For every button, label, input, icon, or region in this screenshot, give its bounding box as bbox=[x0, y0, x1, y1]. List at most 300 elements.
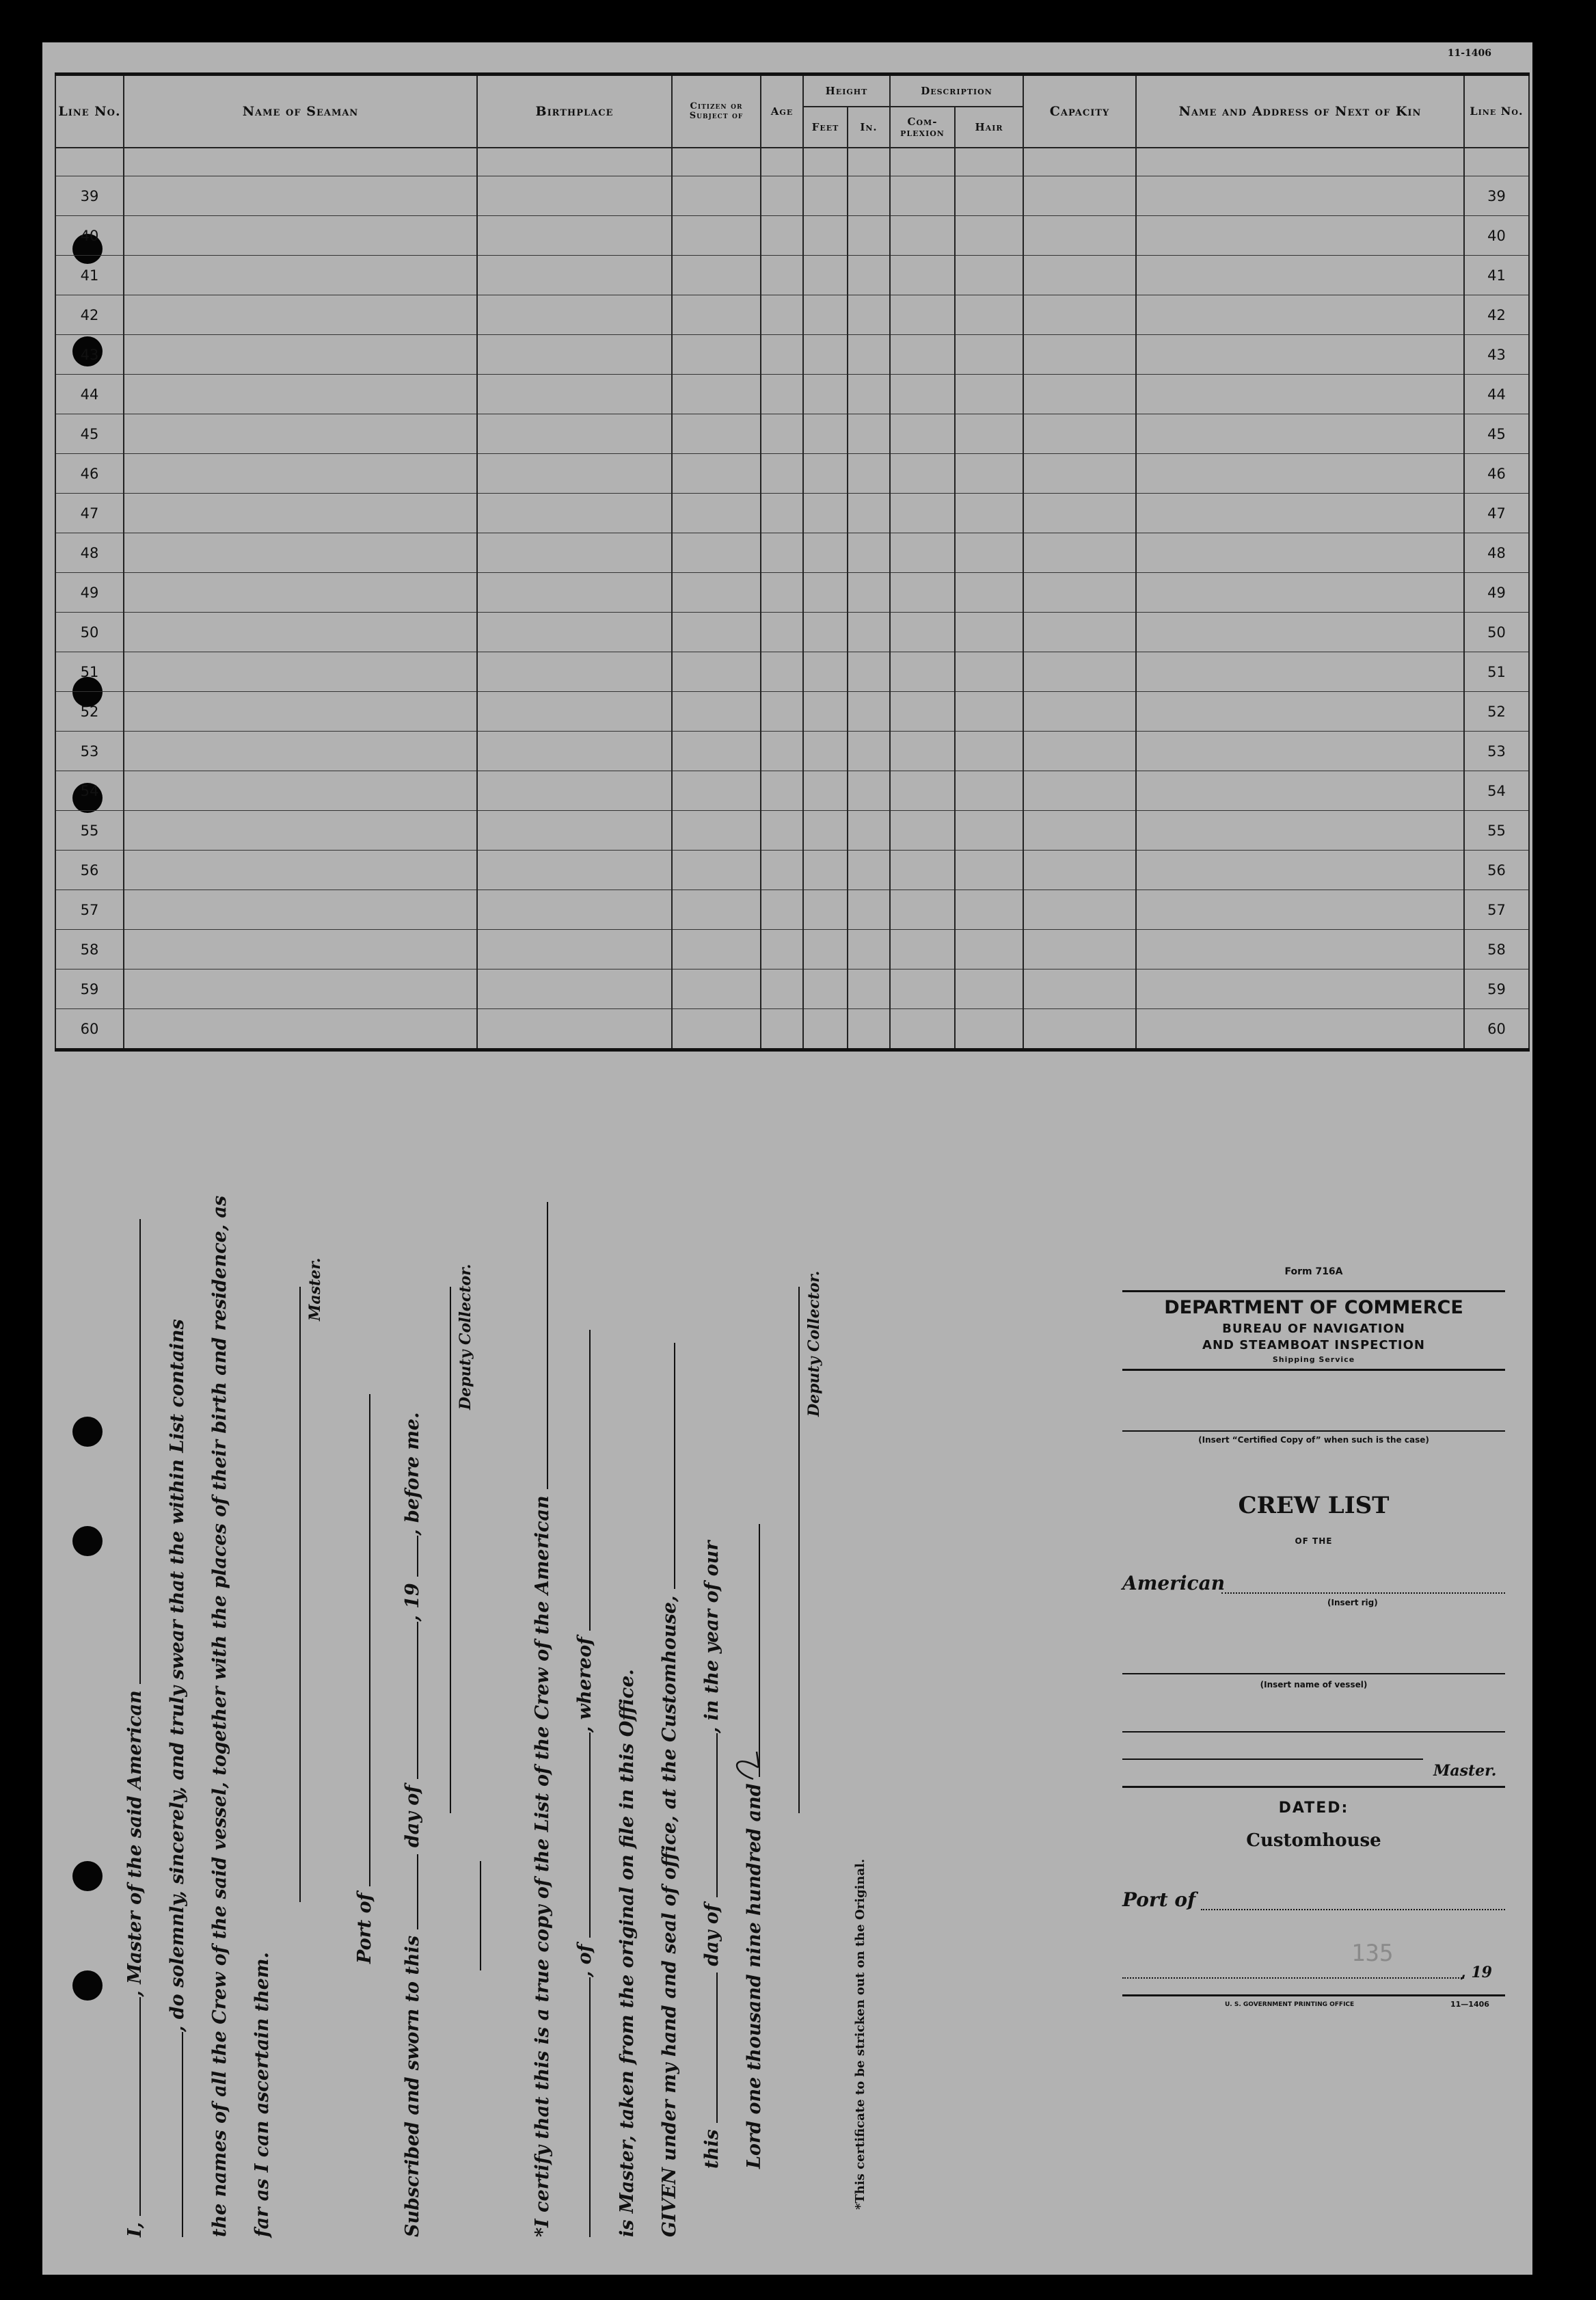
table-cell[interactable] bbox=[477, 771, 672, 811]
certify-rig-field[interactable] bbox=[589, 1977, 591, 2237]
table-cell[interactable] bbox=[803, 732, 848, 771]
table-cell[interactable] bbox=[124, 652, 477, 692]
table-cell[interactable] bbox=[890, 890, 955, 930]
table-cell[interactable] bbox=[1136, 216, 1464, 256]
table-cell[interactable] bbox=[672, 494, 761, 533]
table-cell[interactable] bbox=[477, 335, 672, 375]
table-cell[interactable] bbox=[124, 176, 477, 216]
oath-line-4 bbox=[252, 1952, 273, 2237]
table-cell[interactable] bbox=[672, 375, 761, 414]
table-cell[interactable] bbox=[955, 216, 1023, 256]
table-cell[interactable] bbox=[1136, 652, 1464, 692]
table-cell[interactable] bbox=[1023, 494, 1136, 533]
table-cell[interactable] bbox=[848, 890, 890, 930]
table-cell[interactable] bbox=[761, 613, 803, 652]
table-cell[interactable] bbox=[803, 771, 848, 811]
table-cell[interactable] bbox=[803, 335, 848, 375]
master-signature-line[interactable] bbox=[299, 1287, 301, 1902]
port-field[interactable] bbox=[369, 1394, 370, 1886]
table-cell[interactable] bbox=[803, 692, 848, 732]
line-number-right: 53 bbox=[1464, 732, 1529, 771]
table-cell[interactable] bbox=[955, 533, 1023, 573]
table-cell[interactable] bbox=[955, 811, 1023, 851]
table-cell[interactable] bbox=[848, 256, 890, 295]
header-line-no-right: Line No. bbox=[1464, 75, 1529, 148]
table-cell[interactable] bbox=[672, 613, 761, 652]
table-cell[interactable] bbox=[848, 652, 890, 692]
table-cell[interactable] bbox=[124, 335, 477, 375]
table-cell[interactable] bbox=[672, 533, 761, 573]
table-cell[interactable] bbox=[848, 216, 890, 256]
table-cell[interactable] bbox=[1136, 335, 1464, 375]
vessel-rig-field[interactable] bbox=[182, 2032, 183, 2237]
table-cell[interactable] bbox=[848, 930, 890, 970]
table-cell[interactable] bbox=[124, 970, 477, 1009]
table-cell[interactable] bbox=[1136, 375, 1464, 414]
this-month-field[interactable] bbox=[716, 1733, 718, 1897]
table-cell[interactable] bbox=[1136, 256, 1464, 295]
table-cell[interactable] bbox=[955, 652, 1023, 692]
table-cell[interactable] bbox=[955, 335, 1023, 375]
table-cell[interactable] bbox=[672, 851, 761, 890]
table-cell[interactable] bbox=[761, 375, 803, 414]
table-cell[interactable] bbox=[890, 176, 955, 216]
table-cell[interactable] bbox=[803, 970, 848, 1009]
table-cell[interactable] bbox=[761, 335, 803, 375]
table-cell[interactable] bbox=[1136, 771, 1464, 811]
table-cell[interactable] bbox=[1023, 256, 1136, 295]
table-cell[interactable] bbox=[672, 454, 761, 494]
subscribed-day-field[interactable] bbox=[417, 1854, 418, 1929]
cover-rule-3 bbox=[1122, 1786, 1505, 1788]
table-cell[interactable] bbox=[890, 652, 955, 692]
header-description: Description bbox=[890, 75, 1023, 107]
master-line-2[interactable] bbox=[1122, 1759, 1423, 1760]
table-cell[interactable] bbox=[672, 652, 761, 692]
table-cell[interactable] bbox=[890, 970, 955, 1009]
table-cell[interactable] bbox=[477, 652, 672, 692]
table-cell[interactable] bbox=[1023, 771, 1136, 811]
table-cell[interactable] bbox=[955, 256, 1023, 295]
table-cell[interactable] bbox=[890, 256, 955, 295]
table-cell[interactable] bbox=[803, 1009, 848, 1050]
crew-list-title: CREW LIST bbox=[1238, 1492, 1390, 1519]
table-row bbox=[55, 414, 1529, 454]
table-cell[interactable] bbox=[124, 494, 477, 533]
table-cell[interactable] bbox=[890, 494, 955, 533]
table-cell[interactable] bbox=[124, 732, 477, 771]
table-cell[interactable] bbox=[803, 375, 848, 414]
table-cell[interactable] bbox=[124, 851, 477, 890]
table-cell[interactable] bbox=[672, 335, 761, 375]
table-cell[interactable] bbox=[848, 970, 890, 1009]
table-cell[interactable] bbox=[803, 256, 848, 295]
table-cell[interactable] bbox=[955, 890, 1023, 930]
subscribed-line bbox=[402, 1412, 423, 2237]
table-cell[interactable] bbox=[1136, 1009, 1464, 1050]
certify-text: *I certify that this is a true copy of the List of the Crew of the American bbox=[532, 1495, 553, 2237]
table-cell[interactable] bbox=[124, 771, 477, 811]
cover-form-code: 11—1406 bbox=[1450, 2000, 1489, 2009]
this-day-field[interactable] bbox=[716, 1973, 718, 2123]
table-cell[interactable] bbox=[477, 613, 672, 652]
table-row bbox=[55, 533, 1529, 573]
table-cell[interactable] bbox=[848, 335, 890, 375]
deputy-signature-line-1[interactable] bbox=[450, 1287, 451, 1813]
table-cell[interactable] bbox=[761, 771, 803, 811]
oath-ascertain: far as I can ascertain them. bbox=[252, 1952, 273, 2237]
table-cell[interactable] bbox=[477, 454, 672, 494]
table-cell[interactable] bbox=[672, 890, 761, 930]
table-cell[interactable] bbox=[761, 851, 803, 890]
table-cell[interactable] bbox=[803, 295, 848, 335]
table-cell[interactable] bbox=[1023, 970, 1136, 1009]
table-row bbox=[55, 148, 1529, 176]
table-cell[interactable] bbox=[477, 494, 672, 533]
table-cell[interactable] bbox=[477, 533, 672, 573]
table-cell[interactable] bbox=[803, 930, 848, 970]
table-cell[interactable] bbox=[848, 295, 890, 335]
table-cell[interactable] bbox=[124, 890, 477, 930]
line-number-right: 50 bbox=[1464, 613, 1529, 652]
table-cell[interactable] bbox=[761, 454, 803, 494]
table-cell[interactable] bbox=[761, 692, 803, 732]
table-cell[interactable] bbox=[955, 732, 1023, 771]
master-label: Master. bbox=[306, 1257, 324, 1321]
shipping-service: Shipping Service bbox=[1272, 1355, 1355, 1364]
cover-top-rule bbox=[1122, 1290, 1505, 1292]
table-cell[interactable] bbox=[672, 216, 761, 256]
deputy-signature-line-2[interactable] bbox=[798, 1287, 800, 1813]
table-cell[interactable] bbox=[848, 613, 890, 652]
table-cell[interactable] bbox=[1136, 930, 1464, 970]
table-cell[interactable] bbox=[1023, 454, 1136, 494]
table-cell[interactable] bbox=[477, 692, 672, 732]
table-cell[interactable] bbox=[672, 176, 761, 216]
line-number-left: 59 bbox=[55, 970, 124, 1009]
table-cell[interactable] bbox=[955, 494, 1023, 533]
header-next-of-kin: Name and Address of Next of Kin bbox=[1136, 75, 1464, 148]
table-cell[interactable] bbox=[803, 533, 848, 573]
table-cell[interactable] bbox=[1136, 573, 1464, 613]
table-cell[interactable] bbox=[124, 375, 477, 414]
table-cell[interactable] bbox=[1023, 533, 1136, 573]
table-cell[interactable] bbox=[761, 573, 803, 613]
certify-port-field[interactable] bbox=[589, 1733, 591, 1938]
table-cell[interactable] bbox=[1136, 692, 1464, 732]
table-cell[interactable] bbox=[848, 176, 890, 216]
table-cell[interactable] bbox=[848, 851, 890, 890]
table-cell[interactable] bbox=[1023, 890, 1136, 930]
table-cell[interactable] bbox=[1023, 732, 1136, 771]
table-cell[interactable] bbox=[890, 454, 955, 494]
table-cell[interactable] bbox=[761, 1009, 803, 1050]
table-cell[interactable] bbox=[848, 454, 890, 494]
table-cell[interactable] bbox=[955, 573, 1023, 613]
table-cell[interactable] bbox=[761, 414, 803, 454]
table-cell[interactable] bbox=[1136, 811, 1464, 851]
table-cell[interactable] bbox=[477, 851, 672, 890]
table-cell[interactable] bbox=[890, 533, 955, 573]
table-cell[interactable] bbox=[672, 256, 761, 295]
table-cell[interactable] bbox=[803, 652, 848, 692]
table-cell[interactable] bbox=[890, 851, 955, 890]
table-cell[interactable] bbox=[477, 256, 672, 295]
table-row bbox=[55, 732, 1529, 771]
table-cell[interactable] bbox=[1023, 613, 1136, 652]
table-cell[interactable] bbox=[803, 494, 848, 533]
table-cell[interactable] bbox=[124, 1009, 477, 1050]
table-cell[interactable] bbox=[124, 811, 477, 851]
lord-text: Lord one thousand nine hundred and bbox=[744, 1783, 765, 2169]
table-cell[interactable] bbox=[124, 256, 477, 295]
table-cell[interactable] bbox=[1023, 851, 1136, 890]
table-cell[interactable] bbox=[955, 613, 1023, 652]
table-cell[interactable] bbox=[672, 1009, 761, 1050]
table-cell[interactable] bbox=[848, 494, 890, 533]
table-cell[interactable] bbox=[477, 930, 672, 970]
date-line[interactable] bbox=[1122, 1977, 1464, 1979]
table-cell[interactable] bbox=[848, 414, 890, 454]
table-cell[interactable] bbox=[890, 771, 955, 811]
certified-copy-line[interactable] bbox=[1122, 1430, 1505, 1432]
table-cell[interactable] bbox=[803, 890, 848, 930]
oath-i: I, bbox=[124, 2221, 146, 2237]
table-cell[interactable] bbox=[124, 414, 477, 454]
line-number-left: 56 bbox=[55, 851, 124, 890]
before-me: , before me. bbox=[402, 1412, 423, 1536]
table-cell[interactable] bbox=[477, 811, 672, 851]
table-cell[interactable] bbox=[1136, 970, 1464, 1009]
table-cell[interactable] bbox=[477, 176, 672, 216]
table-cell[interactable] bbox=[803, 573, 848, 613]
year-of-our: , in the year of our bbox=[701, 1540, 722, 1734]
table-cell[interactable] bbox=[761, 732, 803, 771]
table-cell[interactable] bbox=[890, 930, 955, 970]
table-row bbox=[55, 890, 1529, 930]
table-cell[interactable] bbox=[803, 811, 848, 851]
table-cell[interactable] bbox=[672, 930, 761, 970]
table-cell[interactable] bbox=[890, 335, 955, 375]
header-age: Age bbox=[761, 75, 803, 148]
table-cell[interactable] bbox=[672, 295, 761, 335]
table-cell[interactable] bbox=[803, 414, 848, 454]
table-cell[interactable] bbox=[955, 375, 1023, 414]
subscribed-year-field[interactable] bbox=[417, 1536, 418, 1577]
table-cell[interactable] bbox=[848, 692, 890, 732]
table-cell[interactable] bbox=[848, 811, 890, 851]
table-cell[interactable] bbox=[803, 176, 848, 216]
crew-table-body bbox=[55, 148, 1529, 1050]
table-cell[interactable] bbox=[1023, 692, 1136, 732]
table-cell[interactable] bbox=[124, 533, 477, 573]
table-cell[interactable] bbox=[803, 613, 848, 652]
subscribed-month-field[interactable] bbox=[417, 1622, 418, 1779]
table-cell[interactable] bbox=[672, 970, 761, 1009]
table-cell[interactable] bbox=[955, 970, 1023, 1009]
table-cell[interactable] bbox=[848, 771, 890, 811]
subscribed-year-prefix: , 19 bbox=[402, 1583, 423, 1622]
table-cell[interactable] bbox=[1023, 811, 1136, 851]
dated-label: DATED: bbox=[1278, 1800, 1349, 1817]
table-cell[interactable] bbox=[124, 573, 477, 613]
table-cell[interactable] bbox=[890, 613, 955, 652]
table-cell[interactable] bbox=[672, 732, 761, 771]
table-cell[interactable] bbox=[1023, 216, 1136, 256]
table-cell[interactable] bbox=[761, 176, 803, 216]
table-cell[interactable] bbox=[1136, 732, 1464, 771]
year-prefix: , 19 bbox=[1461, 1964, 1492, 1981]
table-row bbox=[55, 930, 1529, 970]
table-cell[interactable] bbox=[890, 1009, 955, 1050]
table-cell[interactable] bbox=[477, 216, 672, 256]
table-cell[interactable] bbox=[890, 692, 955, 732]
table-cell[interactable] bbox=[955, 454, 1023, 494]
table-cell[interactable] bbox=[803, 216, 848, 256]
table-cell[interactable] bbox=[1136, 454, 1464, 494]
table-cell[interactable] bbox=[1023, 1009, 1136, 1050]
table-cell[interactable] bbox=[124, 930, 477, 970]
rig-line[interactable] bbox=[1221, 1592, 1505, 1594]
table-cell[interactable] bbox=[1023, 176, 1136, 216]
table-cell[interactable] bbox=[1023, 295, 1136, 335]
table-cell[interactable] bbox=[672, 811, 761, 851]
table-cell[interactable] bbox=[955, 295, 1023, 335]
table-cell[interactable] bbox=[761, 930, 803, 970]
table-cell[interactable] bbox=[848, 732, 890, 771]
year-field[interactable] bbox=[759, 1524, 760, 1777]
table-cell[interactable] bbox=[1023, 573, 1136, 613]
table-row bbox=[55, 811, 1529, 851]
table-cell[interactable] bbox=[803, 851, 848, 890]
table-cell[interactable] bbox=[477, 732, 672, 771]
oath-names-text: the names of all the Crew of the said vessel, together with the places of their birth and residence, as bbox=[209, 1195, 230, 2237]
table-row bbox=[55, 970, 1529, 1009]
port-of-label-cover: Port of bbox=[1122, 1888, 1196, 1911]
table-cell[interactable] bbox=[477, 295, 672, 335]
table-cell[interactable] bbox=[672, 771, 761, 811]
table-cell[interactable] bbox=[1136, 613, 1464, 652]
table-cell[interactable] bbox=[1023, 652, 1136, 692]
line-number-right: 44 bbox=[1464, 375, 1529, 414]
table-cell[interactable] bbox=[124, 454, 477, 494]
table-cell[interactable] bbox=[890, 375, 955, 414]
insert-rig-note: (Insert rig) bbox=[1327, 1598, 1378, 1607]
table-cell[interactable] bbox=[848, 1009, 890, 1050]
table-cell[interactable] bbox=[1023, 930, 1136, 970]
table-cell[interactable] bbox=[124, 216, 477, 256]
table-cell[interactable] bbox=[1136, 890, 1464, 930]
table-cell[interactable] bbox=[1136, 494, 1464, 533]
table-cell[interactable] bbox=[477, 414, 672, 454]
table-cell[interactable] bbox=[848, 533, 890, 573]
table-cell[interactable] bbox=[761, 890, 803, 930]
table-cell[interactable] bbox=[890, 216, 955, 256]
table-cell[interactable] bbox=[761, 811, 803, 851]
table-cell[interactable] bbox=[1136, 533, 1464, 573]
table-cell[interactable] bbox=[124, 692, 477, 732]
table-cell[interactable] bbox=[477, 1009, 672, 1050]
table-cell[interactable] bbox=[848, 573, 890, 613]
table-cell[interactable] bbox=[761, 533, 803, 573]
certify-master-field[interactable] bbox=[589, 1330, 591, 1631]
table-cell[interactable] bbox=[955, 692, 1023, 732]
table-cell[interactable] bbox=[761, 494, 803, 533]
certify-line-3 bbox=[617, 1669, 638, 2237]
table-cell[interactable] bbox=[955, 1009, 1023, 1050]
table-cell[interactable] bbox=[477, 970, 672, 1009]
table-cell[interactable] bbox=[955, 930, 1023, 970]
table-cell[interactable] bbox=[761, 256, 803, 295]
table-cell[interactable] bbox=[890, 732, 955, 771]
oath-line-2 bbox=[167, 1319, 188, 2237]
table-cell[interactable] bbox=[955, 851, 1023, 890]
line-number-right: 42 bbox=[1464, 295, 1529, 335]
line-number-left: 49 bbox=[55, 573, 124, 613]
table-cell[interactable] bbox=[761, 970, 803, 1009]
table-cell[interactable] bbox=[955, 771, 1023, 811]
table-cell[interactable] bbox=[761, 216, 803, 256]
header-feet: Feet bbox=[803, 107, 848, 148]
table-cell[interactable] bbox=[1023, 375, 1136, 414]
table-cell[interactable] bbox=[955, 414, 1023, 454]
line-number-left: 60 bbox=[55, 1009, 124, 1050]
certify-line bbox=[532, 1202, 553, 2237]
table-cell[interactable] bbox=[803, 454, 848, 494]
table-cell[interactable] bbox=[124, 613, 477, 652]
table-cell[interactable] bbox=[955, 176, 1023, 216]
subscribed-day-of: day of bbox=[402, 1785, 423, 1848]
given-line bbox=[659, 1343, 680, 2237]
certify-vessel-field[interactable] bbox=[547, 1202, 548, 1489]
cover-panel bbox=[1122, 1256, 1505, 2165]
vessel-name-field[interactable] bbox=[139, 1219, 141, 1684]
table-cell[interactable] bbox=[848, 375, 890, 414]
table-cell[interactable] bbox=[672, 414, 761, 454]
table-cell[interactable] bbox=[1136, 851, 1464, 890]
master-name-field[interactable] bbox=[139, 1997, 141, 2216]
line-number-right: 45 bbox=[1464, 414, 1529, 454]
table-cell[interactable] bbox=[1136, 176, 1464, 216]
table-cell[interactable] bbox=[477, 375, 672, 414]
line-number-right: 54 bbox=[1464, 771, 1529, 811]
table-cell[interactable] bbox=[1136, 295, 1464, 335]
table-cell[interactable] bbox=[1136, 414, 1464, 454]
table-cell[interactable] bbox=[1023, 414, 1136, 454]
table-cell[interactable] bbox=[890, 811, 955, 851]
table-cell[interactable] bbox=[124, 295, 477, 335]
bureau-line-1: BUREAU OF NAVIGATION bbox=[1222, 1322, 1405, 1336]
subscribed-text: Subscribed and sworn to this bbox=[402, 1935, 423, 2237]
table-cell[interactable] bbox=[477, 890, 672, 930]
table-cell[interactable] bbox=[761, 652, 803, 692]
table-cell[interactable] bbox=[890, 573, 955, 613]
table-cell[interactable] bbox=[890, 414, 955, 454]
table-cell[interactable] bbox=[1023, 335, 1136, 375]
table-cell[interactable] bbox=[672, 692, 761, 732]
table-cell[interactable] bbox=[672, 573, 761, 613]
certify-whereof: , whereof bbox=[574, 1637, 595, 1733]
master-line-1[interactable] bbox=[1122, 1731, 1505, 1733]
table-row bbox=[55, 613, 1529, 652]
line-number-left: 39 bbox=[55, 176, 124, 216]
vessel-name-line[interactable] bbox=[1122, 1673, 1505, 1674]
table-cell[interactable] bbox=[477, 573, 672, 613]
port-line[interactable] bbox=[1201, 1909, 1505, 1910]
table-cell[interactable] bbox=[890, 295, 955, 335]
table-cell[interactable] bbox=[761, 295, 803, 335]
customhouse-field[interactable] bbox=[674, 1343, 675, 1589]
